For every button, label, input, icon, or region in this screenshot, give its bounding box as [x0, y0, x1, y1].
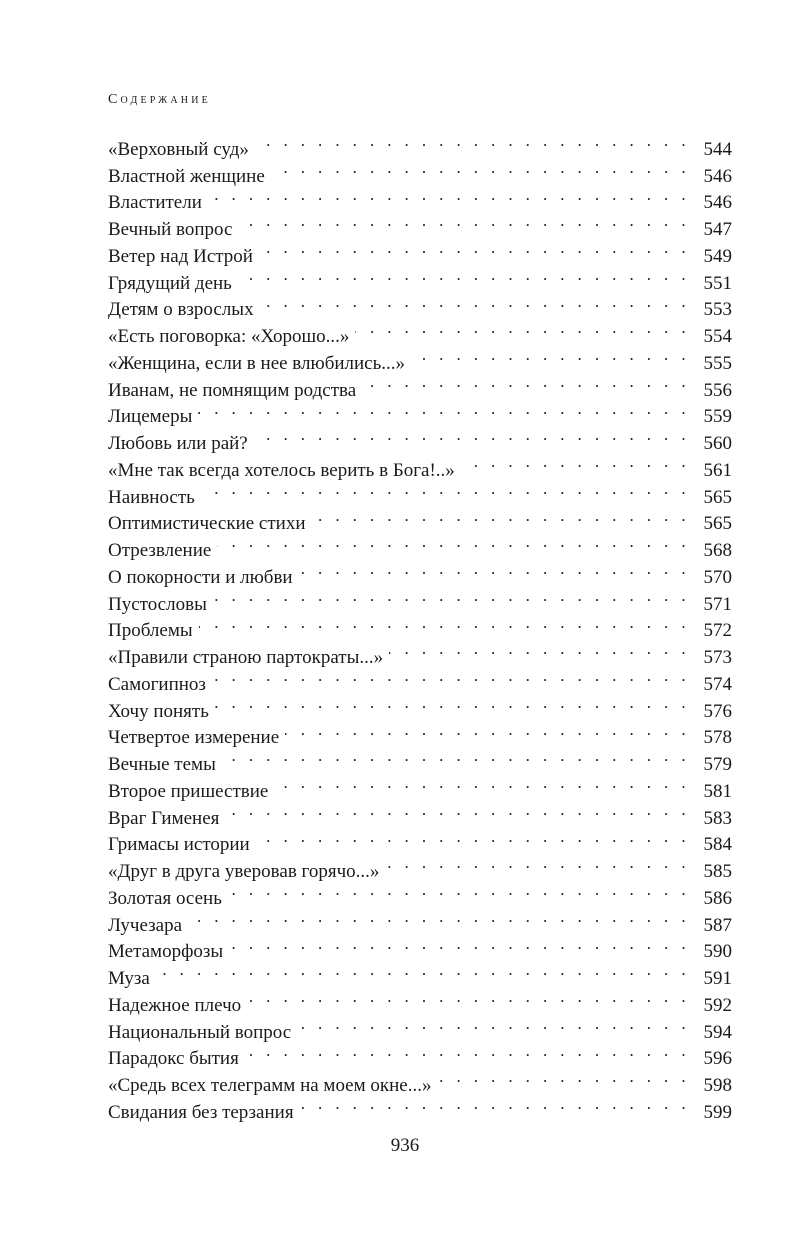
toc-entry-page: 587	[703, 914, 732, 936]
toc-entry-page: 572	[703, 620, 732, 642]
toc-entry-title: Вечные темы	[108, 752, 222, 779]
toc-entry-title: Гримасы истории	[108, 832, 256, 859]
dot-leader	[229, 931, 690, 958]
toc-entry	[108, 636, 732, 668]
toc-entry-page: 549	[703, 245, 732, 267]
toc-entry-title: «Правили страною партократы...»	[108, 645, 389, 672]
toc-entry-page: 570	[703, 566, 732, 588]
toc-entry-title: Четвертое измерение	[108, 725, 285, 752]
dot-leader	[260, 289, 690, 316]
toc-entry-title: Лучезара	[108, 913, 188, 940]
dot-leader	[201, 476, 690, 503]
dot-leader	[362, 369, 690, 396]
toc-entry-page: 599	[703, 1101, 732, 1123]
toc-entry-title: «Верховный суд»	[108, 137, 255, 164]
toc-entry-title: Ветер над Истрой	[108, 244, 259, 271]
toc-entry-title: Самогипноз	[108, 672, 212, 699]
toc-entry-page: 568	[703, 540, 732, 561]
dot-leader	[300, 1091, 690, 1118]
toc-entry-title: Золотая осень	[108, 886, 228, 913]
toc-entry-title: Надежное плечо	[108, 993, 247, 1020]
dot-leader	[208, 182, 690, 209]
toc-entry	[108, 476, 732, 508]
toc-entry	[108, 610, 732, 642]
toc-entry-page: 591	[703, 968, 732, 989]
toc-entry-title: Властители	[108, 190, 208, 217]
toc-entry-page: 551	[703, 272, 732, 294]
dot-leader	[156, 957, 690, 984]
toc-entry-page: 546	[703, 165, 732, 187]
toc-entry	[108, 984, 732, 1016]
toc-entry-page: 544	[703, 138, 732, 160]
dot-leader	[259, 235, 690, 262]
toc-entry-page: 598	[703, 1075, 732, 1096]
toc-entry-title: «Друг в друга уверовав горячо...»	[108, 859, 385, 886]
dot-leader	[299, 556, 690, 583]
dot-leader	[255, 128, 690, 155]
toc-entry-title: Грядущий день	[108, 271, 238, 298]
toc-entry-page: 594	[703, 1021, 732, 1043]
running-head: Содержание	[108, 92, 211, 107]
page-number: 936	[390, 1135, 420, 1156]
toc-entry-page: 574	[703, 673, 732, 695]
toc-entry-title: «Женщина, если в нее влюбились...»	[108, 351, 411, 378]
toc-entry-page: 573	[703, 647, 732, 668]
toc-entry-title: Детям о взрослых	[108, 297, 260, 324]
toc-entry-page: 592	[703, 994, 732, 1016]
dot-leader	[254, 422, 690, 449]
dot-leader	[437, 1064, 690, 1091]
toc-entry-page: 590	[703, 941, 732, 963]
dot-leader	[461, 449, 690, 476]
dot-leader	[212, 663, 690, 690]
toc-entry-page: 561	[703, 459, 732, 481]
dot-leader	[213, 583, 690, 610]
toc-entry-page: 578	[703, 727, 732, 749]
dot-leader	[199, 610, 690, 637]
toc-entry-title: Свидания без терзания	[108, 1100, 300, 1127]
toc-entry-page: 586	[703, 887, 732, 909]
dot-leader	[385, 850, 690, 877]
dot-leader	[355, 315, 690, 342]
toc-entry-title: Метаморфозы	[108, 939, 229, 966]
dot-leader	[389, 636, 690, 663]
toc-entry-page: 546	[703, 192, 732, 214]
dot-leader	[228, 877, 690, 904]
toc-entry-page: 585	[703, 861, 732, 882]
toc-entry-title: Муза	[108, 966, 156, 993]
toc-entry	[108, 904, 732, 936]
dot-leader	[215, 690, 690, 717]
table-of-contents	[108, 128, 732, 1123]
toc-entry-title: Любовь или рай?	[108, 431, 254, 458]
toc-entry-title: «Средь всех телеграмм на моем окне...»	[108, 1073, 437, 1100]
dot-leader	[297, 1011, 690, 1038]
toc-entry-title: Властной женщине	[108, 164, 271, 191]
toc-entry	[108, 957, 732, 989]
toc-entry-title: Наивность	[108, 485, 201, 512]
toc-entry-title: Отрезвление	[108, 538, 217, 565]
toc-entry-title: Оптимистические стихи	[108, 511, 312, 538]
toc-entry-title: Иванам, не помнящим родства	[108, 378, 362, 405]
dot-leader	[247, 984, 690, 1011]
dot-leader	[312, 503, 690, 530]
dot-leader	[274, 770, 690, 797]
dot-leader	[188, 904, 690, 931]
dot-leader	[238, 208, 690, 235]
toc-entry-page: 571	[703, 593, 732, 615]
toc-entry-page: 576	[703, 700, 732, 722]
toc-entry-page: 579	[703, 754, 732, 775]
toc-entry-title: Враг Гименея	[108, 806, 225, 833]
dot-leader	[198, 396, 690, 423]
toc-entry-title: «Есть поговорка: «Хорошо...»	[108, 324, 355, 351]
dot-leader	[256, 824, 690, 851]
dot-leader	[238, 262, 690, 289]
toc-entry	[108, 422, 732, 454]
toc-entry-page: 565	[703, 486, 732, 508]
toc-entry-title: Лицемеры	[108, 404, 198, 431]
toc-entry-title: Проблемы	[108, 618, 199, 645]
toc-entry-title: Пустословы	[108, 592, 213, 619]
toc-entry-page: 555	[703, 352, 732, 374]
toc-entry-page: 553	[703, 299, 732, 321]
toc-entry-title: «Мне так всегда хотелось верить в Бога!..»	[108, 458, 461, 485]
toc-entry-title: О покорности и любви	[108, 565, 299, 592]
toc-entry-title: Хочу понять	[108, 699, 215, 726]
toc-entry-page: 556	[703, 379, 732, 401]
dot-leader	[285, 717, 690, 744]
dot-leader	[222, 743, 690, 770]
toc-entry	[108, 128, 732, 160]
toc-entry-page: 554	[703, 326, 732, 347]
toc-entry-title: Национальный вопрос	[108, 1020, 297, 1047]
toc-entry-page: 581	[703, 780, 732, 802]
dot-leader	[225, 797, 690, 824]
dot-leader	[217, 529, 690, 556]
toc-entry	[108, 931, 732, 963]
toc-entry-title: Парадокс бытия	[108, 1046, 245, 1073]
toc-entry-title: Вечный вопрос	[108, 217, 238, 244]
toc-entry-page: 596	[703, 1048, 732, 1070]
toc-entry	[108, 396, 732, 428]
dot-leader	[245, 1038, 690, 1065]
toc-entry-page: 560	[703, 433, 732, 454]
dot-leader	[411, 342, 690, 369]
toc-entry-page: 584	[703, 834, 732, 856]
toc-entry	[108, 503, 732, 535]
dot-leader	[271, 155, 690, 182]
toc-entry-page: 559	[703, 406, 732, 428]
toc-entry-title: Второе пришествие	[108, 779, 274, 806]
toc-entry-page: 547	[703, 219, 732, 240]
toc-entry-page: 583	[703, 807, 732, 829]
toc-entry-page: 565	[703, 513, 732, 535]
